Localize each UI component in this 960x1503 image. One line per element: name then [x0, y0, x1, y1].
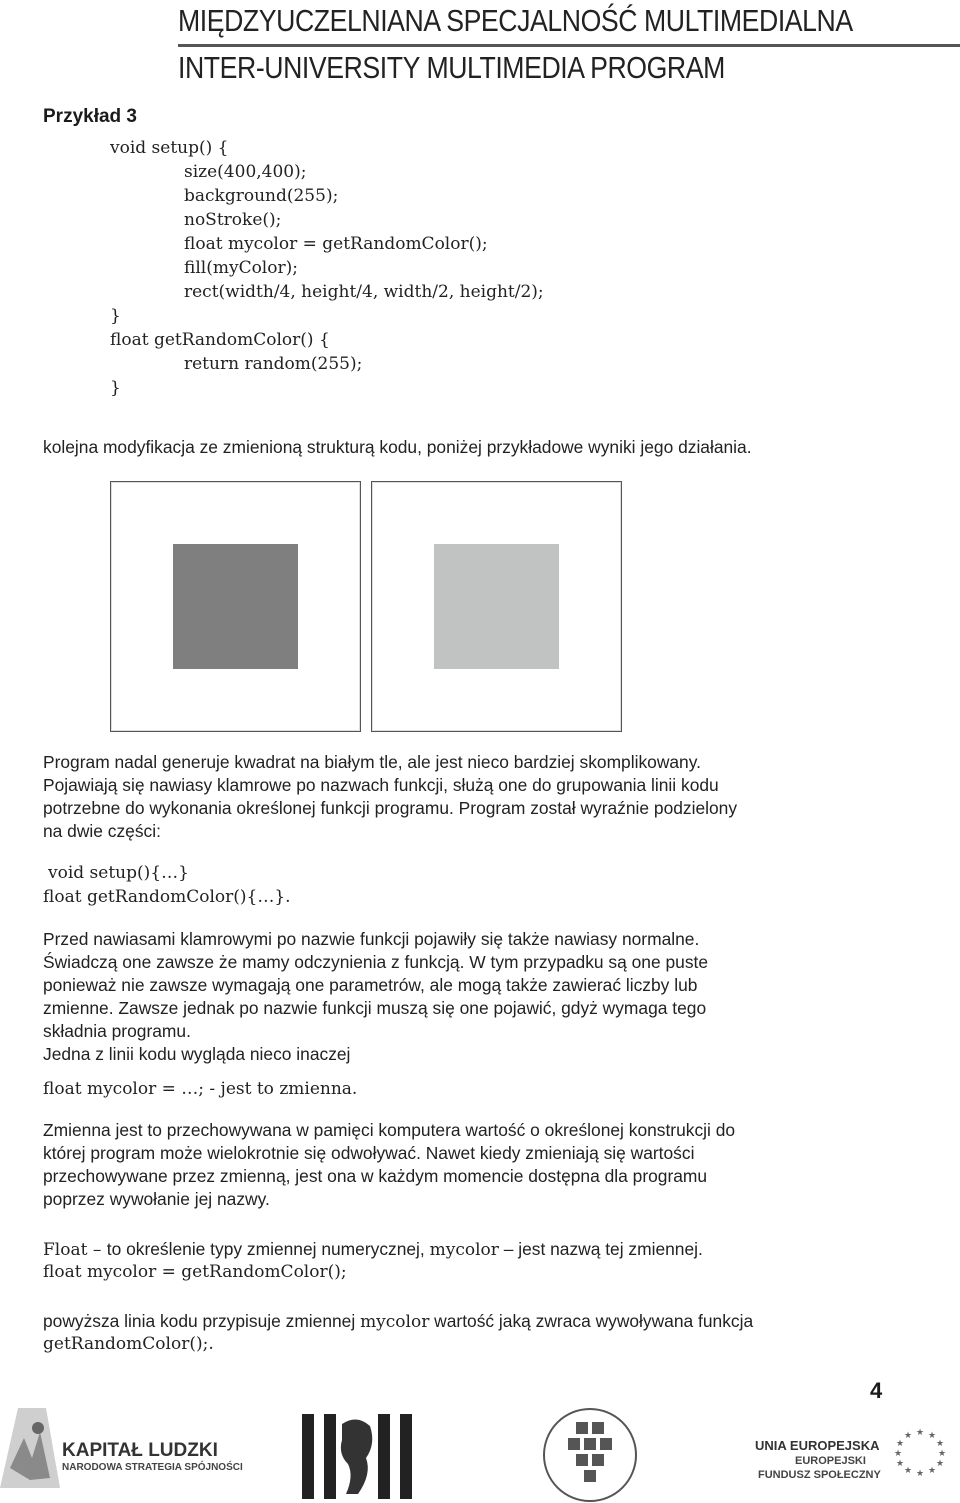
inline-text: to określenie typy zmiennej numerycznej,	[106, 1239, 430, 1259]
code-line: return random(255);	[184, 354, 363, 374]
paragraph-line: składnia programu.	[43, 1021, 191, 1041]
svg-text:★: ★	[895, 1439, 905, 1449]
paragraph-line: której program może wielokrotnie się odwoływać. Nawet kiedy zmieniają się wartości	[43, 1143, 695, 1163]
code-line: float mycolor = …; - jest to zmienna.	[43, 1079, 358, 1099]
svg-text:★: ★	[927, 1431, 937, 1441]
eu-fund-line2: FUNDUSZ SPOŁECZNY	[758, 1469, 881, 1481]
svg-text:★: ★	[903, 1431, 913, 1441]
svg-text:★: ★	[935, 1459, 945, 1469]
inline-code: Float –	[43, 1240, 107, 1260]
code-line: float getRandomColor(){…}.	[43, 887, 291, 907]
header-title-pl: MIĘDZYUCZELNIANA SPECJALNOŚĆ MULTIMEDIALNA	[178, 3, 853, 38]
svg-text:★: ★	[927, 1466, 937, 1476]
paragraph-line: Jedna z linii kodu wygląda nieco inaczej	[43, 1044, 351, 1064]
paragraph-line: ponieważ nie zawsze wymagają one parametrów, ale mogą także zawierać liczby lub	[43, 975, 698, 995]
kapital-ludzki-subtitle: NARODOWA STRATEGIA SPÓJNOŚCI	[62, 1462, 243, 1473]
paragraph-line: Świadczą one zawsze że mamy odczynienia z funkcją. W tym przypadku są one puste	[43, 952, 709, 972]
code-line: void setup(){…}	[48, 863, 189, 883]
output-panel-1	[110, 481, 361, 732]
code-line: void setup() {	[110, 138, 229, 158]
inline-text: – jest nazwą tej zmiennej.	[498, 1239, 703, 1259]
float-explanation	[43, 1238, 703, 1262]
svg-text:★: ★	[937, 1449, 947, 1459]
code-line: background(255);	[184, 186, 339, 206]
multimedia-program-logo-icon	[302, 1414, 412, 1499]
code-line: size(400,400);	[184, 162, 307, 182]
svg-text:★: ★	[935, 1439, 945, 1449]
paragraph-line: Program nadal generuje kwadrat na białym tle, ale jest nieco bardziej skomplikowany.	[43, 752, 701, 772]
header-rule	[178, 44, 960, 47]
paragraph-line: przechowywane przez zmienną, jest ona w każdym momencie dostępna dla programu	[43, 1166, 708, 1186]
inline-code: mycolor	[429, 1240, 499, 1260]
code-line: float getRandomColor() {	[110, 330, 330, 350]
kapital-ludzki-title: KAPITAŁ LUDZKI	[62, 1440, 218, 1461]
inline-code: mycolor	[360, 1312, 430, 1332]
paragraph-line: zmienne. Zawsze jednak po nazwie funkcji muszą się one pojawić, gdyż wymaga tego	[43, 998, 707, 1018]
paragraph-line: na dwie części:	[43, 821, 161, 841]
svg-text:★: ★	[895, 1459, 905, 1469]
paragraph-line: Zmienna jest to przechowywana w pamięci komputera wartość o określonej konstrukcji do	[43, 1120, 736, 1140]
code-line: noStroke();	[184, 210, 282, 230]
kapital-ludzki-logo-icon	[0, 1408, 60, 1488]
eu-fund-line1: EUROPEJSKI	[795, 1455, 866, 1467]
code-line: float mycolor = getRandomColor();	[184, 234, 488, 254]
svg-text:★: ★	[893, 1449, 903, 1459]
paragraph-line: Pojawiają się nawiasy klamrowe po nazwach funkcji, służą one do grupowania linii kodu	[43, 775, 719, 795]
code-line: float mycolor = getRandomColor();	[43, 1262, 347, 1282]
academy-seal-logo	[520, 1400, 660, 1503]
svg-text:★: ★	[915, 1428, 925, 1438]
output-square-dark	[173, 544, 298, 669]
paragraph-line: potrzebne do wykonania określonej funkcji programu. Program został wyraźnie podzielony	[43, 798, 738, 818]
code-line: fill(myColor);	[184, 258, 298, 278]
output-square-light	[434, 544, 559, 669]
eu-title: UNIA EUROPEJSKA	[755, 1438, 880, 1453]
header-title-en: INTER-UNIVERSITY MULTIMEDIA PROGRAM	[178, 50, 725, 85]
assignment-explanation	[43, 1310, 753, 1334]
paragraph-line: Przed nawiasami klamrowymi po nazwie funkcji pojawiły się także nawiasy normalne.	[43, 929, 700, 949]
code-line: getRandomColor();.	[43, 1334, 214, 1354]
eu-flag-icon	[885, 1422, 955, 1482]
code-line: }	[110, 306, 121, 326]
inline-text: powyższa linia kodu przypisuje zmiennej	[43, 1311, 361, 1331]
footer-logos	[0, 1400, 960, 1503]
intro-text: kolejna modyfikacja ze zmienioną strukturą kodu, poniżej przykładowe wyniki jego działania.	[43, 437, 752, 457]
svg-text:★: ★	[915, 1469, 925, 1479]
code-line: rect(width/4, height/4, width/2, height/2);	[184, 282, 544, 302]
inline-text: wartość jaką zwraca wywoływana funkcja	[429, 1311, 754, 1331]
paragraph-line: poprzez wywołanie jej nazwy.	[43, 1189, 270, 1209]
section-heading: Przykład 3	[43, 106, 137, 127]
page-number: 4	[870, 1378, 883, 1403]
svg-text:★: ★	[903, 1466, 913, 1476]
output-panel-2	[371, 481, 622, 732]
code-line: }	[110, 378, 121, 398]
